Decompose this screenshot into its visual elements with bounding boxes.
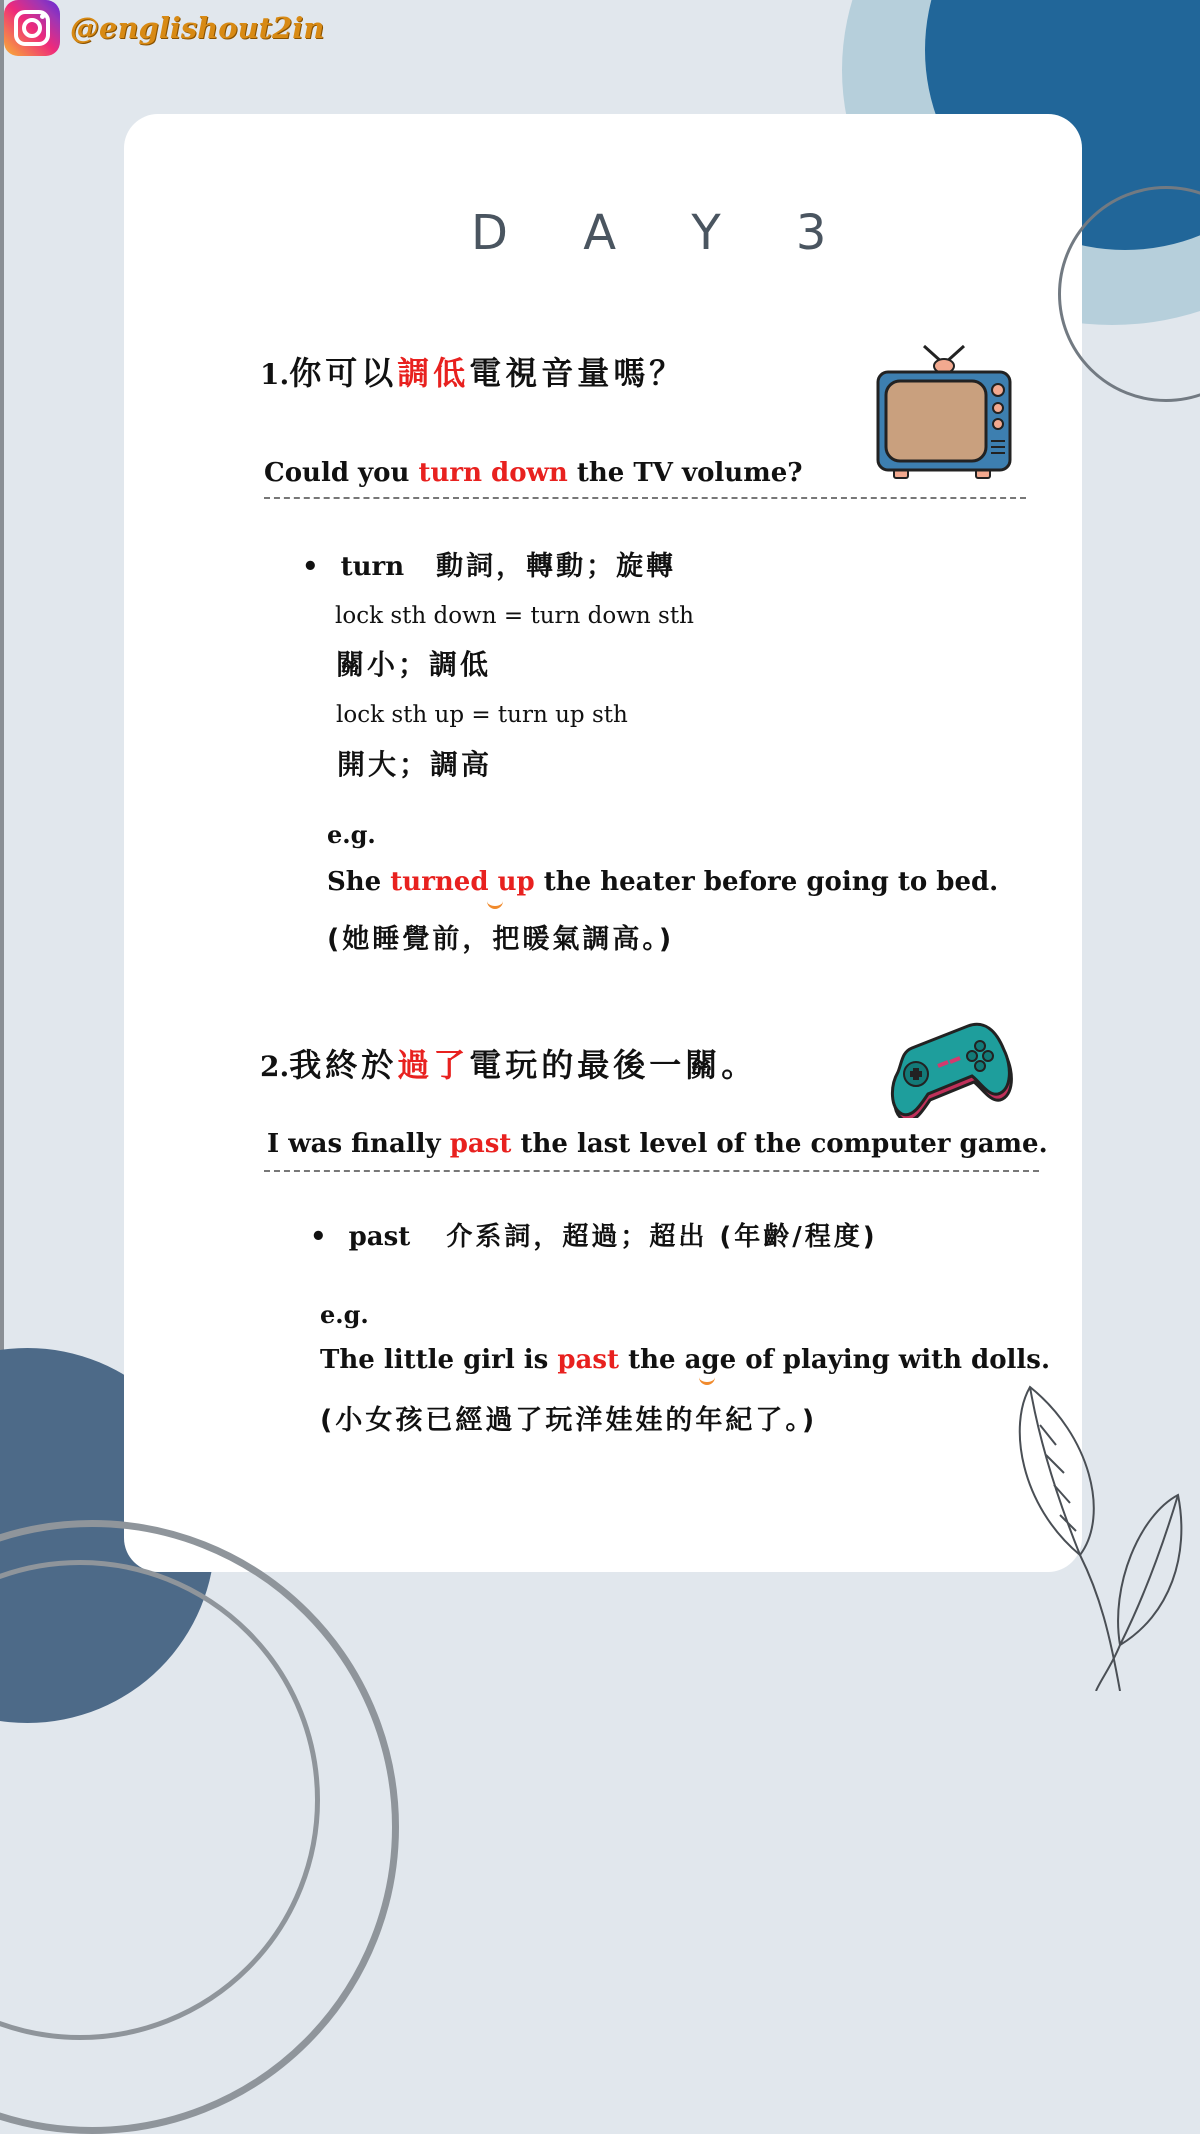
section1-divider	[264, 497, 1026, 499]
handle-text[interactable]: @englishout2in	[70, 11, 325, 45]
section2-divider	[264, 1170, 1039, 1172]
game-controller-icon	[888, 1016, 1014, 1118]
section1-heading: 1.你可以調低電視音量嗎？	[260, 354, 686, 392]
section1-sentence-highlight: turn down	[418, 458, 568, 488]
leaf-icon	[1000, 1385, 1200, 1691]
section1-example-zh: (她睡覺前，把暖氣調高。)	[327, 924, 675, 955]
section1-bullet: • turn 動詞，轉動；旋轉	[302, 551, 677, 582]
section1-bullet-definition: 動詞，轉動；旋轉	[436, 551, 677, 582]
section1-example-highlight: turned up	[390, 867, 535, 897]
section1-phrase1-zh: 關小；調低	[336, 648, 492, 681]
section2-bullet-definition: 介系詞，超過；超出 (年齡/程度)	[446, 1222, 878, 1252]
page-title: D A Y 3	[471, 205, 857, 261]
section1-bullet-word: turn	[340, 552, 405, 582]
section2-example: The little girl is past the age of playing with dolls.	[320, 1345, 1050, 1375]
instagram-icon[interactable]	[4, 0, 60, 56]
section1-example: She turned up the heater before going to bed.	[327, 867, 999, 897]
section2-eg-label: e.g.	[320, 1300, 369, 1329]
section2-sentence: I was finally past the last level of the computer game.	[267, 1129, 1048, 1159]
section2-example-highlight: past	[557, 1345, 620, 1375]
section2-bullet-word: past	[348, 1222, 411, 1252]
section2-heading: 2.我終於過了電玩的最後一關。	[260, 1046, 758, 1084]
instagram-handle[interactable]	[4, 0, 324, 56]
section1-heading-highlight: 調低	[397, 354, 470, 392]
section2-heading-highlight: 過了	[397, 1046, 470, 1084]
section1-phrase2-zh: 開大；調高	[337, 748, 493, 781]
section1-phrase1: lock sth down = turn down sth	[335, 603, 694, 629]
section2-example-zh: (小女孩已經過了玩洋娃娃的年紀了。)	[320, 1405, 818, 1436]
section2-bullet: • past 介系詞，超過；超出 (年齡/程度)	[310, 1222, 878, 1252]
section1-eg-label: e.g.	[327, 820, 376, 849]
section1-phrase2: lock sth up = turn up sth	[336, 702, 628, 728]
tv-icon	[876, 342, 1014, 482]
section2-sentence-highlight: past	[449, 1129, 512, 1159]
section1-sentence: Could you turn down the TV volume?	[264, 458, 803, 488]
